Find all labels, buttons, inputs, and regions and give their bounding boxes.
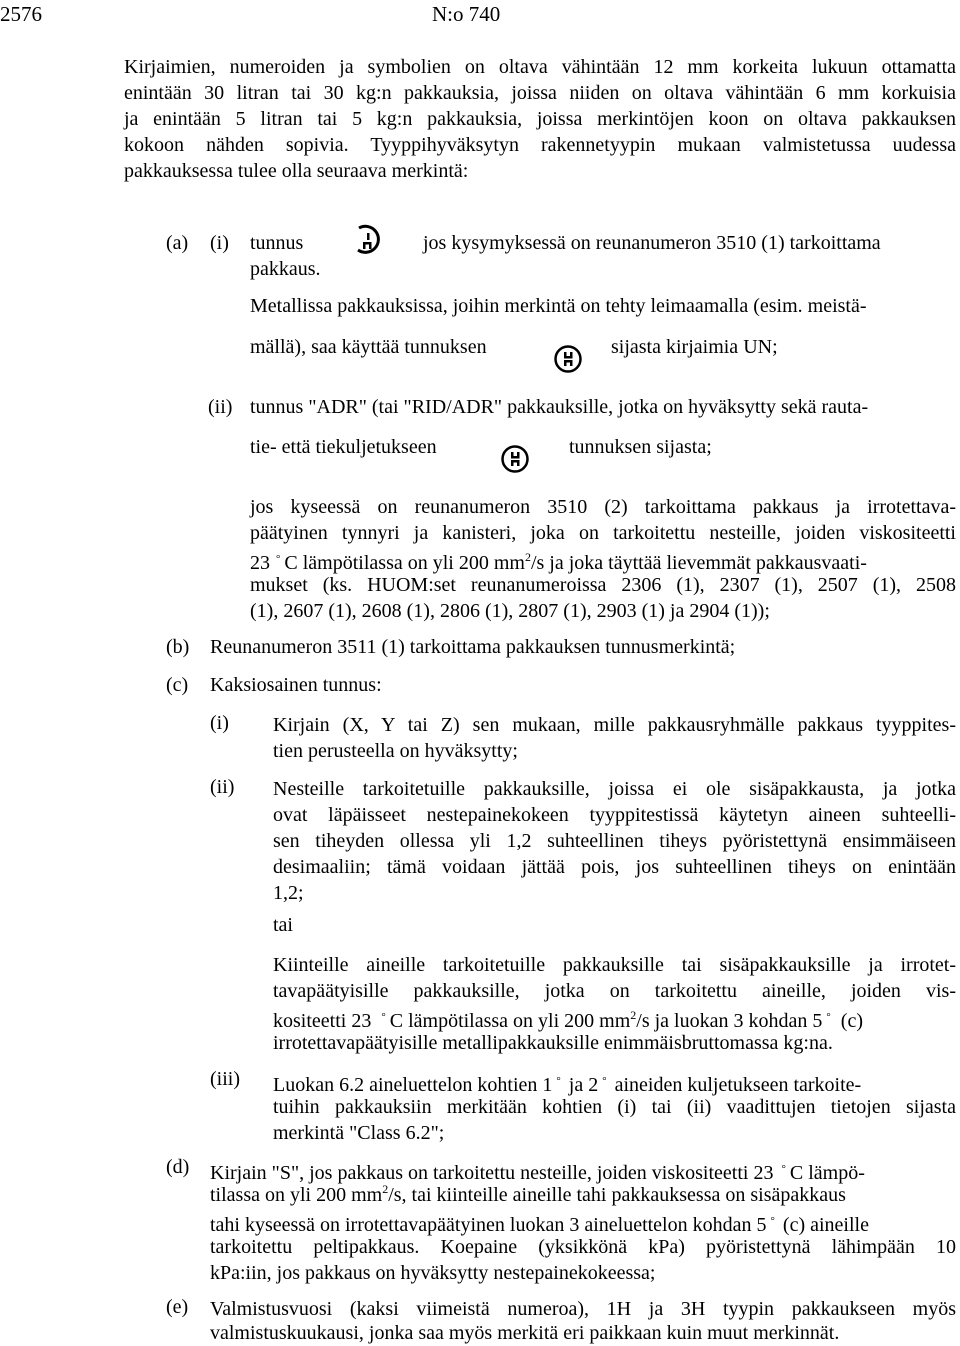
a-jos-line: (1), 2607 (1), 2608 (1), 2806 (1), 2807 (1), 2903 (1) ja 2904 (1));: [250, 600, 770, 622]
item-label: (d): [166, 1156, 190, 1178]
c-ii-line: irrotettavapäätyisille metallipakkauksille enimmäisbruttomassa kg:na.: [273, 1032, 833, 1054]
a-jos-line: jos kyseessä on reunanumeron 3510 (2) tarkoittama pakkaus ja irrotettava-: [250, 496, 956, 518]
c-text: Kaksiosainen tunnus:: [210, 674, 382, 696]
c-ii-line: desimaaliin; tämä voidaan jättää pois, jos suhteellinen tiheys on enintään: [273, 856, 956, 878]
page-number: 2576: [0, 2, 42, 26]
c-ii-line: Kiinteille aineille tarkoitetuille pakkauksille tai sisäpakkauksille ja irrotet-: [273, 954, 956, 976]
item-label: (ii): [208, 396, 233, 418]
item-label: (ii): [210, 776, 235, 798]
un-packaging-symbol-icon: [500, 444, 530, 474]
item-label: (e): [166, 1296, 189, 1318]
c-i-line: Kirjain (X, Y tai Z) sen mukaan, mille pakkausryhmälle pakkaus tyyppites-: [273, 714, 956, 736]
issue-number: N:o 740: [432, 2, 501, 26]
a-jos-line: päätyinen tynnyri ja kanisteri, joka on tarkoitettu nesteille, joiden viskositeetti: [250, 522, 956, 544]
item-label: (c): [166, 674, 189, 696]
a-i-metal: Metallissa pakkauksissa, joihin merkintä on tehty leimaamalla (esim. meistä-: [250, 295, 867, 317]
item-label: (b): [166, 636, 190, 658]
a-i-word: tunnus: [250, 232, 304, 254]
a-i-metal: sijasta kirjaimia UN;: [611, 336, 778, 358]
e-line: valmistuskuukausi, jonka saa myös merkitä eri paikkaan kuin muut merkinnät.: [210, 1322, 840, 1344]
a-i-metal: mällä), saa käyttää tunnuksen: [250, 336, 487, 358]
d-line: tahi kyseessä on irrotettavapäätyinen luokan 3 aineluettelon kohdan 5 ° (c) aineille: [210, 1214, 869, 1236]
d-line: kPa:iin, jos pakkaus on hyväksytty nestepainekokeessa;: [210, 1262, 656, 1284]
a-i-text: jos kysymyksessä on reunanumeron 3510 (1) tarkoittama: [423, 232, 881, 254]
c-ii-line: Nesteille tarkoitetuille pakkauksille, joissa ei ole sisäpakkausta, ja jotka: [273, 778, 956, 800]
c-ii-tai: tai: [273, 914, 293, 936]
c-ii-line: 1,2;: [273, 882, 304, 904]
c-iii-line: tuihin pakkauksiin merkitään kohtien (i) tai (ii) vaadittujen tietojen sijasta: [273, 1096, 956, 1118]
c-iii-line: Luokan 6.2 aineluettelon kohtien 1 ° ja 2 ° aineiden kuljetukseen tarkoite-: [273, 1074, 862, 1096]
a-ii-text: tunnuksen sijasta;: [569, 436, 712, 458]
item-label: (i): [210, 232, 229, 254]
item-label: (iii): [210, 1068, 240, 1090]
intro-line: enintään 30 litran tai 30 kg:n pakkauksia, joissa niiden on oltava vähintään 6 mm korkuisia: [124, 82, 956, 104]
d-line: tilassa on yli 200 $mm^2/s$, tai kiinteille aineille tahi pakkauksessa on sisäpakkaus: [210, 1182, 846, 1206]
c-iii-line: merkintä "Class 6.2";: [273, 1122, 445, 1144]
e-line: Valmistusvuosi (kaksi viimeistä numeroa), 1H ja 3H tyypin pakkaukseen myös: [210, 1298, 956, 1320]
item-label: (i): [210, 712, 229, 734]
c-ii-line: kositeetti 23 ° C lämpötilassa on yli 200 $mm^2/s$ ja luokan 3 kohdan 5 ° (c): [273, 1008, 863, 1032]
a-jos-line: 23 ° C lämpötilassa on yli 200 $mm^2/s$ ja joka täyttää lievemmät pakkausvaati-: [250, 550, 867, 574]
c-ii-line: sen tiheyden ollessa yli 1,2 suhteellinen tiheys pyöristettynä ensimmäiseen: [273, 830, 956, 852]
b-text: Reunanumeron 3511 (1) tarkoittama pakkauksen tunnusmerkintä;: [210, 636, 736, 658]
intro-line: Kirjaimien, numeroiden ja symbolien on oltava vähintään 12 mm korkeita lukuun ottamatta: [124, 56, 956, 78]
intro-line: kokoon nähden sopivia. Tyyppihyväksytyn rakennetyypin mukaan valmistetussa uudessa: [124, 134, 956, 156]
intro-line: ja enintään 5 litran tai 5 kg:n pakkauksia, joissa merkintöjen koon on oltava pakkauksen: [124, 108, 956, 130]
intro-line: pakkauksessa tulee olla seuraava merkintä:: [124, 160, 469, 182]
a-ii-text: tunnus "ADR" (tai "RID/ADR" pakkauksille, jotka on hyväksytty sekä rauta-: [250, 396, 869, 418]
c-ii-line: tavapäätyisille pakkauksille, jotka on tarkoitettu aineille, joiden vis-: [273, 980, 956, 1002]
c-i-line: tien perusteella on hyväksytty;: [273, 740, 518, 762]
c-ii-line: ovat läpäisseet nestepainekokeen tyyppitestissä käytetyn aineen suhteelli-: [273, 804, 956, 826]
a-jos-line: mukset (ks. HUOM:set reunanumeroissa 2306 (1), 2307 (1), 2507 (1), 2508: [250, 574, 956, 596]
item-label: (a): [166, 232, 189, 254]
a-ii-text: tie- että tiekuljetukseen: [250, 436, 437, 458]
d-line: Kirjain "S", jos pakkaus on tarkoitettu nesteille, joiden viskositeetti 23 ° C lämpö-: [210, 1162, 865, 1184]
un-packaging-symbol-icon: [553, 344, 583, 374]
d-line: tarkoitettu peltipakkaus. Koepaine (yksikkönä kPa) pyöristettynä lähimpään 10: [210, 1236, 956, 1258]
a-i-text: pakkaus.: [250, 258, 321, 280]
un-packaging-symbol-icon: [350, 222, 384, 256]
